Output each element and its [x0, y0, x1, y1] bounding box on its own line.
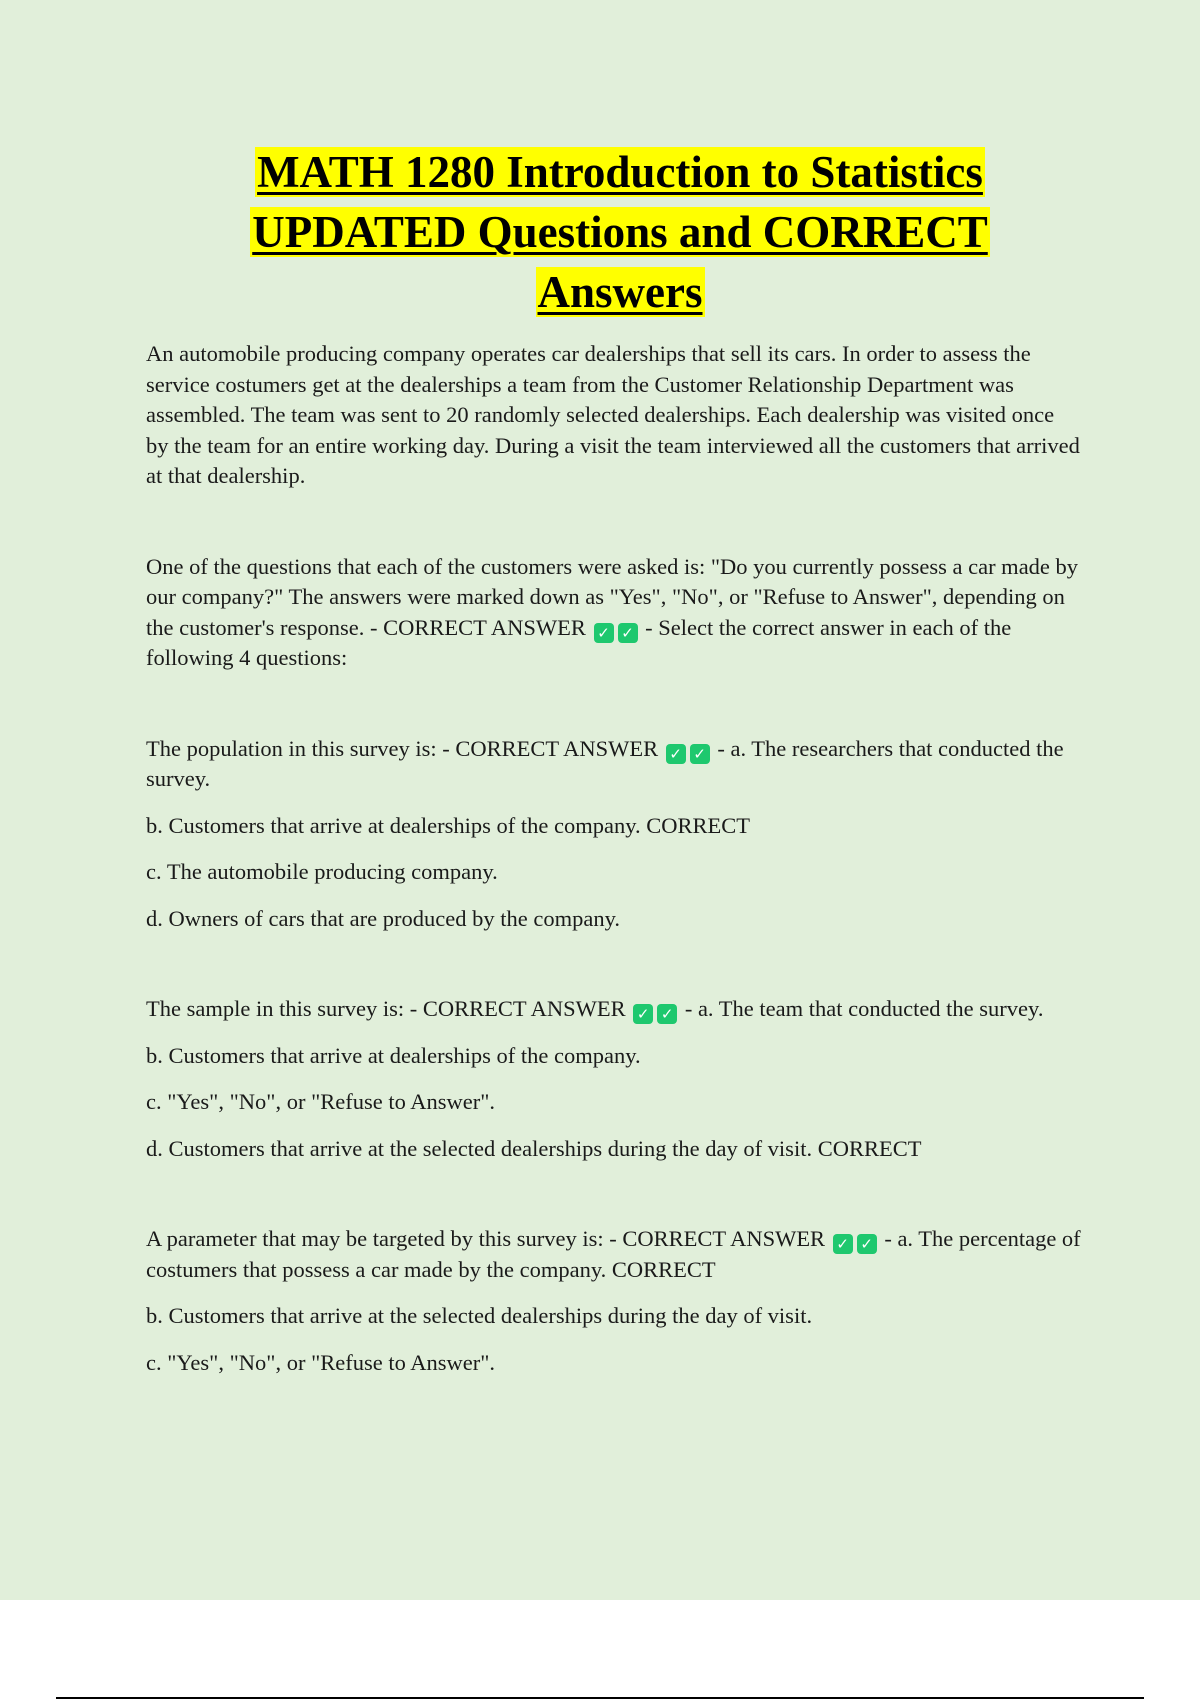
option-c: c. The automobile producing company. — [146, 859, 498, 884]
option-d: d. Owners of cars that are produced by the company. — [146, 905, 620, 931]
check-mark-icon: ✓ — [633, 1004, 653, 1024]
question-block — [146, 994, 1081, 1164]
question-block — [146, 1224, 1081, 1378]
document-title — [150, 142, 1090, 322]
check-mark-icon: ✓ — [690, 744, 710, 764]
document-body — [146, 339, 1081, 1378]
question-block — [146, 734, 1081, 935]
option-c: c. "Yes", "No", or "Refuse to Answer". — [146, 1089, 496, 1114]
option-a: - a. The researchers that conducted the survey. — [146, 735, 1064, 791]
question-stem — [146, 734, 1081, 795]
option-d: d. Customers that arrive at the selected dealerships during the day of visit. CORRECT — [146, 1135, 922, 1161]
option-c: c. "Yes", "No", or "Refuse to Answer". — [146, 1349, 496, 1375]
option-b: b. Customers that arrive at dealerships of the company. — [146, 1042, 641, 1068]
option-b: b. Customers that arrive at dealerships of the company. CORRECT — [146, 812, 751, 838]
option-a: - a. The team that conducted the survey. — [684, 996, 1044, 1021]
intro-paragraph: An automobile producing company operates car dealerships that sell its cars. In order to assess the service costumers get at the dealerships a team from the Customer Relationship Department was assembled. The team was sent to 20 randomly selected dealerships. Each dealership was visited once by the team for an entire working day. During a visit the team interviewed all the customers that arrived at that dealership. — [146, 341, 1080, 488]
survey-question-paragraph — [146, 552, 1081, 674]
title-line-3: Answers — [537, 267, 703, 317]
check-mark-icon: ✓ — [833, 1234, 853, 1254]
title-line-2: UPDATED Questions and CORRECT — [252, 207, 988, 257]
question-stem — [146, 994, 1081, 1025]
footer-divider — [56, 1697, 1144, 1699]
check-mark-icon: ✓ — [666, 744, 686, 764]
option-a: - a. The percentage of costumers that possess a car made by the company. CORRECT — [146, 1226, 1081, 1282]
check-mark-icon: ✓ — [857, 1234, 877, 1254]
survey-instruction-text: - Select the correct answer in each of the following 4 questions: — [146, 614, 1012, 670]
question-stem — [146, 1224, 1081, 1285]
survey-question-text: One of the questions that each of the customers were asked is: "Do you currently possess a car made by our company?" The answers were marked down as "Yes", "No", or "Refuse to Answer", depending on the customer's response. - CORRECT ANSWER — [146, 553, 1079, 640]
question-stem-text: A parameter that may be targeted by this survey is: - CORRECT ANSWER — [146, 1226, 826, 1251]
check-mark-icon: ✓ — [594, 623, 614, 643]
check-mark-icon: ✓ — [657, 1004, 677, 1024]
question-stem-text: The population in this survey is: - CORRECT ANSWER — [146, 735, 659, 761]
check-mark-icon: ✓ — [618, 623, 638, 643]
question-stem-text: The sample in this survey is: - CORRECT ANSWER — [146, 996, 626, 1021]
option-b: b. Customers that arrive at the selected dealerships during the day of visit. — [146, 1303, 813, 1328]
title-line-1: MATH 1280 Introduction to Statistics — [257, 147, 983, 197]
